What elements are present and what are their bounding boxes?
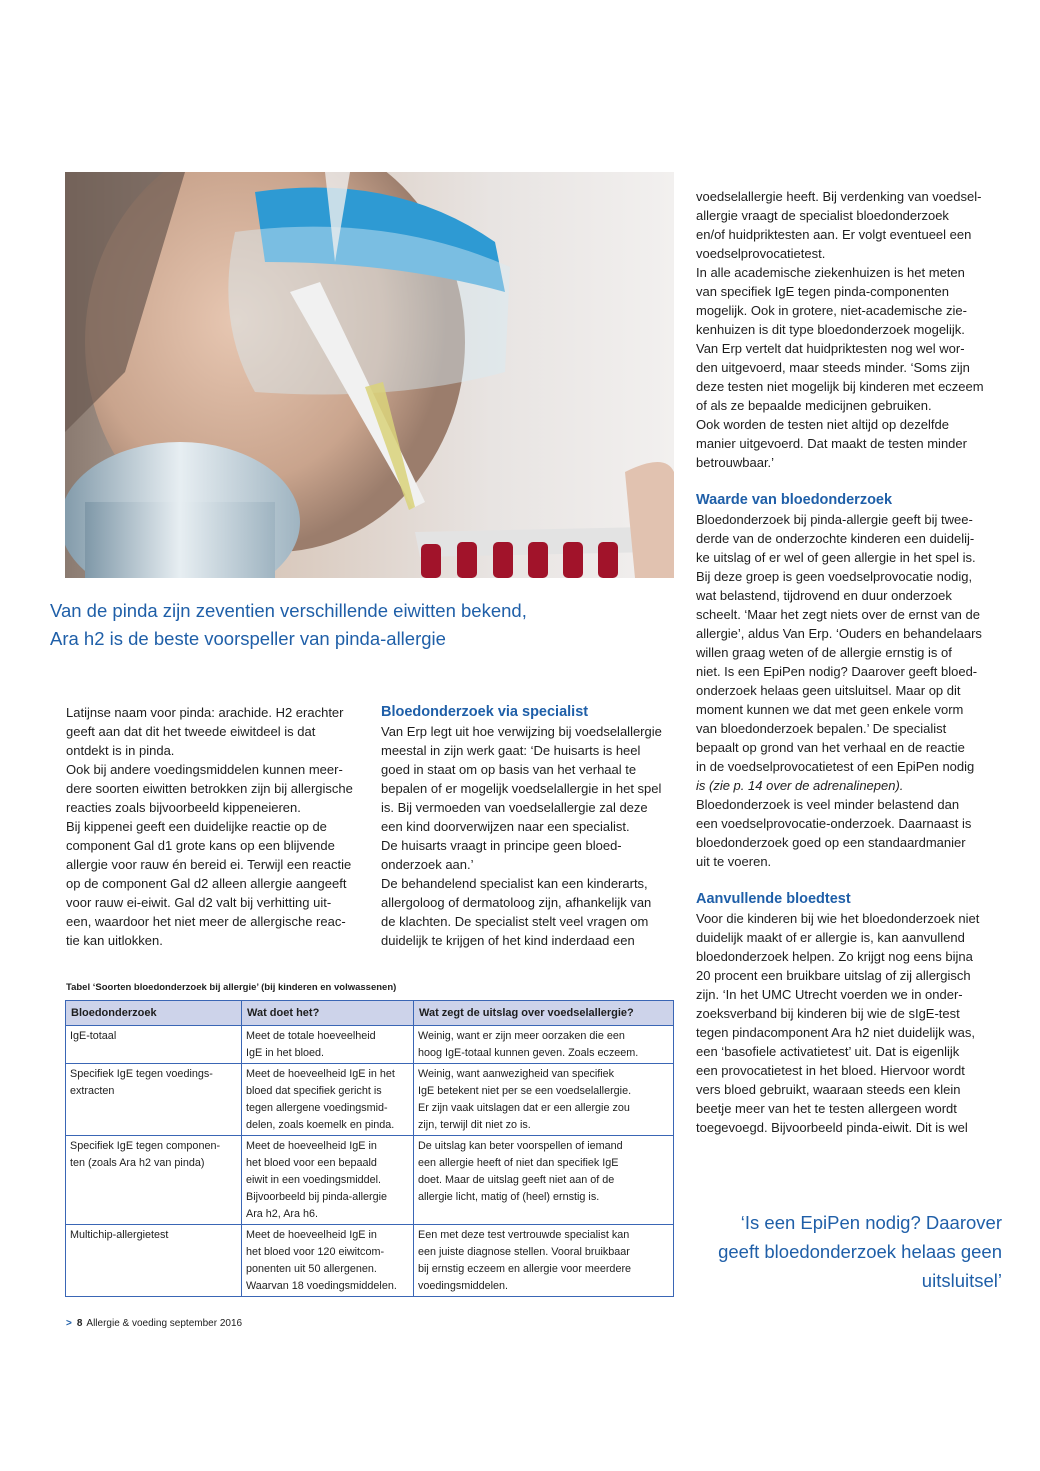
table-cell bbox=[242, 1136, 414, 1225]
cell-line: voedingsmiddelen. bbox=[418, 1280, 509, 1292]
text-line: op de component Gal d2 alleen allergie aangeeft bbox=[66, 876, 347, 891]
text-line: bepaalt op grond van het verhaal en de reactie bbox=[696, 740, 965, 755]
pull-quote-line: ‘Is een EpiPen nodig? Daarover bbox=[740, 1212, 1002, 1233]
table-cell bbox=[242, 1225, 414, 1297]
text-line: manier uitgevoerd. Dat maakt de testen minder bbox=[696, 436, 967, 451]
cell-line: bloed dat specifiek gericht is bbox=[246, 1085, 382, 1097]
table-cell bbox=[414, 1225, 674, 1297]
pull-quote-right bbox=[690, 1208, 1002, 1295]
text-line: of als ze bepaalde medicijnen gebruiken. bbox=[696, 398, 932, 413]
cell-line: zijn, terwijl dit niet zo is. bbox=[418, 1119, 531, 1131]
text-line: beetje meer van het te testen allergeen wordt bbox=[696, 1101, 957, 1116]
text-line: tegen pindacomponent Ara h2 niet duidelijk was, bbox=[696, 1025, 975, 1040]
text-line: voor rauw ei-eiwit. Gal d2 valt bij verhitting uit- bbox=[66, 895, 332, 910]
text-line: voedselprovocatietest. bbox=[696, 246, 826, 261]
table-caption: Tabel ‘Soorten bloedonderzoek bij allergie’ (bij kinderen en volwassenen) bbox=[66, 982, 397, 993]
text-line: scheelt. ‘Maar het zegt niets over de ernst van de bbox=[696, 607, 980, 622]
text-line: onderzoek helaas geen uitsluitsel. Maar op dit bbox=[696, 683, 961, 698]
text-line: 20 procent een bruikbare uitslag of zij allergisch bbox=[696, 968, 971, 983]
text-line: zoeksverband bij kinderen bij wie de sIgE-test bbox=[696, 1006, 960, 1021]
text-line: moment kunnen we dat met geen enkele vorm bbox=[696, 702, 964, 717]
text-line: Van Erp legt uit hoe verwijzing bij voedselallergie bbox=[381, 724, 662, 739]
cell-line: het bloed voor een bepaald bbox=[246, 1157, 377, 1169]
text-line: geeft aan dat dit het tweede eiwitdeel is dat bbox=[66, 724, 316, 739]
text-line: een voedselprovocatie-onderzoek. Daarnaast is bbox=[696, 816, 972, 831]
text-line: Bloedonderzoek bij pinda-allergie geeft bij twee- bbox=[696, 512, 973, 527]
text-line: voedselallergie heeft. Bij verdenking van voedsel- bbox=[696, 189, 982, 204]
text-line: allergie voor rauw én bereid ei. Terwijl een reactie bbox=[66, 857, 352, 872]
text-line: den uitgevoerd, maar steeds minder. ‘Soms zijn bbox=[696, 360, 970, 375]
text-line: allergie vraagt de specialist bloedonderzoek bbox=[696, 208, 949, 223]
text-line: goed in staat om op basis van het verhaal te bbox=[381, 762, 637, 777]
spacer bbox=[696, 871, 996, 890]
text-line: niet. Is een EpiPen nodig? Daarover geeft bloed- bbox=[696, 664, 978, 679]
cell-line: Ara h2, Ara h6. bbox=[246, 1208, 319, 1220]
text-line: De huisarts vraagt in principe geen bloed- bbox=[381, 838, 622, 853]
cell-line: Meet de hoeveelheid IgE in het bbox=[246, 1068, 395, 1080]
text-line: duidelijk maakt of er allergie is, kan aanvullend bbox=[696, 930, 965, 945]
text-line: component Gal d1 grote kans op een blijvende bbox=[66, 838, 335, 853]
text-line: kenhuizen is dit type bloedonderzoek mogelijk. bbox=[696, 322, 965, 337]
page-number: 8 bbox=[76, 1318, 83, 1329]
column-header: Bloedonderzoek bbox=[66, 1001, 242, 1026]
cell-line: Meet de hoeveelheid IgE in bbox=[246, 1229, 377, 1241]
pull-quote-line: uitsluitsel’ bbox=[921, 1270, 1002, 1291]
table-row bbox=[66, 1225, 674, 1297]
text-line: de klachten. De specialist stelt veel vragen om bbox=[381, 914, 649, 929]
cell-line: IgE betekent niet per se een voedselallergie. bbox=[418, 1085, 632, 1097]
text-line: bepalen of er mogelijk voedselallergie in het spel bbox=[381, 781, 662, 796]
cell-line: delen, zoals koemelk en pinda. bbox=[246, 1119, 395, 1131]
table-cell bbox=[414, 1064, 674, 1136]
text-line: uit te voeren. bbox=[696, 854, 772, 869]
text-line: Bij kippenei geeft een duidelijke reactie op de bbox=[66, 819, 327, 834]
cell-line: ten (zoals Ara h2 van pinda) bbox=[70, 1157, 205, 1169]
text-line: een, waardoor het niet meer de allergische reac- bbox=[66, 914, 346, 929]
table-cell bbox=[242, 1064, 414, 1136]
cell-line: doet. Maar de uitslag geeft niet aan of de bbox=[418, 1174, 615, 1186]
article-column-2 bbox=[381, 703, 676, 950]
text-line: een kind doorverwijzen naar een specialist. bbox=[381, 819, 630, 834]
cell-line: een allergie heeft of niet dan specifiek IgE bbox=[418, 1157, 619, 1169]
table-row bbox=[66, 1064, 674, 1136]
pull-quote-line: Ara h2 is de beste voorspeller van pinda-allergie bbox=[50, 628, 446, 649]
text-line: in de voedselprovocatietest of een EpiPen nodig bbox=[696, 759, 975, 774]
cell-line: het bloed voor 120 eiwitcom- bbox=[246, 1246, 385, 1258]
text-line: ontdekt is in pinda. bbox=[66, 743, 175, 758]
text-line: Voor die kinderen bij wie het bloedonderzoek niet bbox=[696, 911, 980, 926]
text-line: Bloedonderzoek is veel minder belastend dan bbox=[696, 797, 960, 812]
cell-line: eiwit in een voedingsmiddel. bbox=[246, 1174, 382, 1186]
table-cell bbox=[66, 1136, 242, 1225]
text-line: bloedonderzoek goed op een standaardmanier bbox=[696, 835, 966, 850]
text-line: Bij deze groep is geen voedselprovocatie nodig, bbox=[696, 569, 973, 584]
cell-line: Specifiek IgE tegen componen- bbox=[70, 1140, 221, 1152]
table-cell bbox=[66, 1225, 242, 1297]
article-column-3 bbox=[696, 187, 996, 1137]
section-heading: Waarde van bloedonderzoek bbox=[696, 492, 893, 508]
column-header: Wat zegt de uitslag over voedselallergie? bbox=[414, 1001, 674, 1026]
cell-line: Er zijn vaak uitslagen dat er een allergie zou bbox=[418, 1102, 630, 1114]
text-line-italic: is (zie p. 14 over de adrenalinepen). bbox=[696, 778, 904, 793]
pull-quote-line: geeft bloedonderzoek helaas geen bbox=[718, 1241, 1002, 1262]
text-line: allergie’, aldus Van Erp. ‘Ouders en behandelaars bbox=[696, 626, 982, 641]
text-line: Latijnse naam voor pinda: arachide. H2 erachter bbox=[66, 705, 344, 720]
pull-quote-line: Van de pinda zijn zeventien verschillende eiwitten bekend, bbox=[50, 600, 527, 621]
text-line: vers bloed gebruikt, waaraan steeds een klein bbox=[696, 1082, 961, 1097]
column-header: Wat doet het? bbox=[242, 1001, 414, 1026]
cell-line: Weinig, want er zijn meer oorzaken die een bbox=[418, 1030, 625, 1042]
cell-line: allergie licht, matig of (heel) ernstig is. bbox=[418, 1191, 600, 1203]
text-line: onderzoek aan.’ bbox=[381, 857, 474, 872]
text-line: ke uitslag of er wel of geen allergie in het spel is. bbox=[696, 550, 976, 565]
text-line: van bloedonderzoek bepalen.’ De specialist bbox=[696, 721, 947, 736]
text-line: duidelijk te krijgen of het kind inderdaad een bbox=[381, 933, 635, 948]
cell-line: bij ernstig eczeem en allergie voor meerdere bbox=[418, 1263, 632, 1275]
text-line: zijn. ‘In het UMC Utrecht voerden we in onder- bbox=[696, 987, 963, 1002]
cell-line: ponenten uit 50 allergenen. bbox=[246, 1263, 377, 1275]
text-line: Ook worden de testen niet altijd op dezelfde bbox=[696, 417, 949, 432]
text-line: Ook bij andere voedingsmiddelen kunnen meer- bbox=[66, 762, 343, 777]
cell-line: IgE-totaal bbox=[70, 1030, 117, 1042]
table-header-row bbox=[66, 1001, 674, 1026]
text-line: willen graag weten of de allergie ernstig is of bbox=[696, 645, 952, 660]
text-line: en/of huidpriktesten aan. Er volgt eventueel een bbox=[696, 227, 972, 242]
table-cell bbox=[66, 1026, 242, 1064]
text-line: mogelijk. Ook in grotere, niet-academische zie- bbox=[696, 303, 967, 318]
table-cell bbox=[414, 1026, 674, 1064]
text-line: De behandelend specialist kan een kinderarts, bbox=[381, 876, 648, 891]
section-heading: Aanvullende bloedtest bbox=[696, 891, 851, 907]
text-line: bloedonderzoek helpen. Zo krijgt nog eens bijna bbox=[696, 949, 973, 964]
text-line: Van Erp vertelt dat huidpriktesten nog wel wor- bbox=[696, 341, 965, 356]
text-line: dere soorten eiwitten betrokken zijn bij allergische bbox=[66, 781, 353, 796]
cell-line: Waarvan 18 voedingsmiddelen. bbox=[246, 1280, 397, 1292]
text-line: een ‘basofiele activatietest’ uit. Dat is eigenlijk bbox=[696, 1044, 960, 1059]
chevron-right-icon: > bbox=[66, 1318, 72, 1329]
cell-line: Specifiek IgE tegen voedings- bbox=[70, 1068, 213, 1080]
text-line: derde van de onderzochte kinderen een duidelij- bbox=[696, 531, 975, 546]
cell-line: hoog IgE-totaal kunnen geven. Zoals eczeem. bbox=[418, 1047, 639, 1059]
cell-line: De uitslag kan beter voorspellen of iemand bbox=[418, 1140, 623, 1152]
cell-line: IgE in het bloed. bbox=[246, 1047, 325, 1059]
text-line: van specifiek IgE tegen pinda-componenten bbox=[696, 284, 949, 299]
cell-line: een juiste diagnose stellen. Vooral bruikbaar bbox=[418, 1246, 630, 1258]
table-cell bbox=[414, 1136, 674, 1225]
text-line: reacties zoals bijvoorbeeld kippeneieren. bbox=[66, 800, 301, 815]
cell-line: tegen allergene voedingsmid- bbox=[246, 1102, 388, 1114]
spacer bbox=[696, 472, 996, 491]
cell-line: Bijvoorbeeld bij pinda-allergie bbox=[246, 1191, 388, 1203]
cell-line: Weinig, want aanwezigheid van specifiek bbox=[418, 1068, 615, 1080]
text-line: meestal in zijn werk gaat: ‘De huisarts is heel bbox=[381, 743, 641, 758]
page-footer bbox=[66, 1318, 242, 1329]
table-row bbox=[66, 1026, 674, 1064]
pull-quote-left bbox=[50, 597, 670, 653]
cell-line: Meet de hoeveelheid IgE in bbox=[246, 1140, 377, 1152]
publication-name: Allergie & voeding september 2016 bbox=[86, 1318, 243, 1329]
text-line: een provocatietest in het bloed. Hiervoor wordt bbox=[696, 1063, 965, 1078]
article-column-1 bbox=[66, 703, 366, 950]
cell-line: Multichip-allergietest bbox=[70, 1229, 169, 1241]
cell-line: Een met deze test vertrouwde specialist kan bbox=[418, 1229, 630, 1241]
section-heading: Bloedonderzoek via specialist bbox=[381, 704, 589, 720]
text-line: tie kan uitlokken. bbox=[66, 933, 163, 948]
text-line: toegevoegd. Bijvoorbeeld pinda-eiwit. Dit is wel bbox=[696, 1120, 968, 1135]
text-line: wat belastend, tijdrovend en duur onderzoek bbox=[696, 588, 952, 603]
blood-test-table bbox=[65, 1000, 674, 1297]
cell-line: extracten bbox=[70, 1085, 115, 1097]
text-line: allergoloog of dermatoloog zijn, afhankelijk van bbox=[381, 895, 652, 910]
text-line: is. Bij vermoeden van voedselallergie zal deze bbox=[381, 800, 648, 815]
table-cell bbox=[66, 1064, 242, 1136]
text-line: betrouwbaar.’ bbox=[696, 455, 775, 470]
text-line: In alle academische ziekenhuizen is het meten bbox=[696, 265, 965, 280]
table-row bbox=[66, 1136, 674, 1225]
table-cell bbox=[242, 1026, 414, 1064]
article-photo bbox=[65, 172, 674, 578]
cell-line: Meet de totale hoeveelheid bbox=[246, 1030, 376, 1042]
text-line: deze testen niet mogelijk bij kinderen met eczeem bbox=[696, 379, 984, 394]
